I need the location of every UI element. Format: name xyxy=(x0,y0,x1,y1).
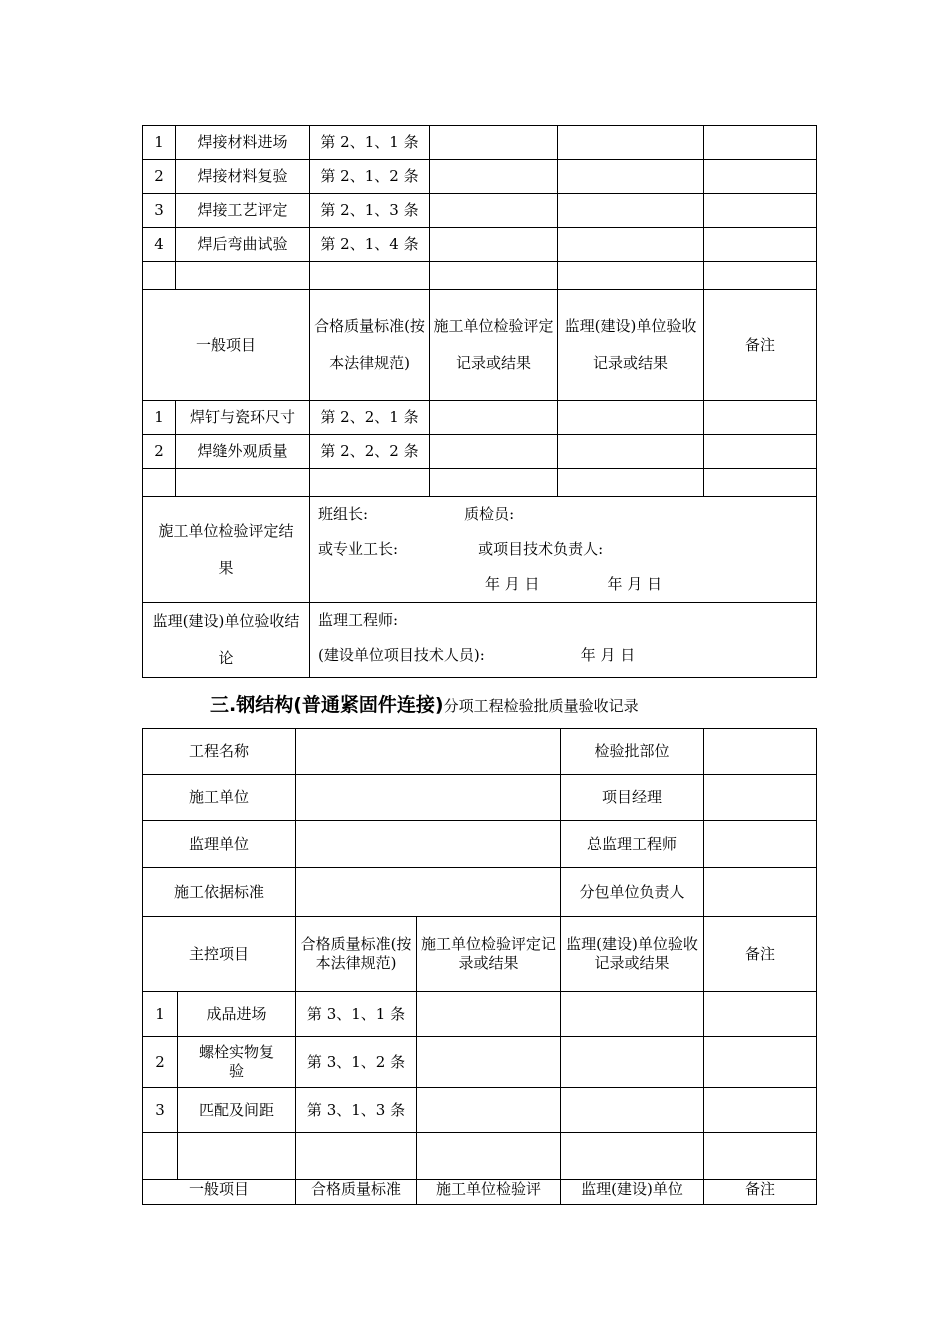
chief-supervisor-label: 总监理工程师 xyxy=(561,821,704,868)
remark-header: 备注 xyxy=(704,917,817,992)
empty-cell[interactable] xyxy=(176,469,310,497)
clause: 第 3、1、1 条 xyxy=(296,992,417,1037)
supervisor-conclusion-label: 监理(建设)单位验收结论 xyxy=(143,603,310,678)
table-row xyxy=(143,1088,817,1133)
standard-basis-label: 施工依据标准 xyxy=(143,868,296,917)
table-fastener-inspection xyxy=(142,728,817,1205)
contractor-header: 施工单位检验评 xyxy=(417,1180,561,1205)
empty-cell[interactable] xyxy=(558,262,704,290)
standard-header: 合格质量标准(按本法律规范) xyxy=(310,290,430,401)
empty-cell[interactable] xyxy=(704,1133,817,1180)
empty-cell[interactable] xyxy=(430,262,558,290)
empty-cell[interactable] xyxy=(176,262,310,290)
clause: 第 3、1、3 条 xyxy=(296,1088,417,1133)
batch-location-value[interactable] xyxy=(704,729,817,775)
empty-cell[interactable] xyxy=(143,1133,178,1180)
contractor-value[interactable] xyxy=(296,775,561,821)
remark-cell[interactable] xyxy=(704,228,817,262)
item-name: 焊接工艺评定 xyxy=(176,194,310,228)
table-row xyxy=(143,160,817,194)
row-number: 2 xyxy=(143,160,176,194)
item-name: 焊接材料复验 xyxy=(176,160,310,194)
contractor-result-row xyxy=(143,497,817,603)
empty-cell[interactable] xyxy=(704,469,817,497)
remark-cell[interactable] xyxy=(704,194,817,228)
tech-lead-label: 或项目技术负责人: xyxy=(478,540,604,558)
info-row xyxy=(143,775,817,821)
row-number: 2 xyxy=(143,1037,178,1088)
clause: 第 2、2、2 条 xyxy=(310,435,430,469)
sig-line-2 xyxy=(318,532,814,567)
main-items-header-row xyxy=(143,917,817,992)
supervisor-cell[interactable] xyxy=(558,126,704,160)
supervisor-header: 监理(建设)单位验收记录或结果 xyxy=(561,917,704,992)
sig-line-3 xyxy=(318,567,814,602)
empty-cell[interactable] xyxy=(310,262,430,290)
empty-cell[interactable] xyxy=(143,262,176,290)
supervisor-conclusion-row xyxy=(143,603,817,678)
contractor-header: 施工单位检验评定记录或结果 xyxy=(417,917,561,992)
team-leader-label: 班组长: xyxy=(318,505,369,523)
main-items-header: 主控项目 xyxy=(143,917,296,992)
standard-header: 合格质量标准 xyxy=(296,1180,417,1205)
clause: 第 2、1、4 条 xyxy=(310,228,430,262)
supervisor-cell[interactable] xyxy=(561,1037,704,1088)
clause: 第 3、1、2 条 xyxy=(296,1037,417,1088)
contractor-cell[interactable] xyxy=(430,401,558,435)
supervisor-header: 监理(建设)单位验收记录或结果 xyxy=(558,290,704,401)
item-name: 螺栓实物复验 xyxy=(178,1037,296,1088)
contractor-cell[interactable] xyxy=(430,194,558,228)
supervisor-unit-value[interactable] xyxy=(296,821,561,868)
row-number: 3 xyxy=(143,1088,178,1133)
section-title-bold: 三.钢结构(普通紧固件连接) xyxy=(210,694,444,716)
foreman-label: 或专业工长: xyxy=(318,540,399,558)
empty-cell[interactable] xyxy=(296,1133,417,1180)
contractor-result-label: 旎工单位检验评定结果 xyxy=(143,497,310,603)
clause: 第 2、2、1 条 xyxy=(310,401,430,435)
empty-cell[interactable] xyxy=(430,469,558,497)
contractor-cell[interactable] xyxy=(430,126,558,160)
contractor-cell[interactable] xyxy=(430,160,558,194)
remark-cell[interactable] xyxy=(704,401,817,435)
table-row xyxy=(143,401,817,435)
row-number: 4 xyxy=(143,228,176,262)
table-row-empty xyxy=(143,1133,817,1180)
remark-header: 备注 xyxy=(704,1180,817,1205)
inspector-label: 质检员: xyxy=(464,505,515,523)
item-name: 成品进场 xyxy=(178,992,296,1037)
empty-cell[interactable] xyxy=(558,469,704,497)
clause: 第 2、1、3 条 xyxy=(310,194,430,228)
section-title xyxy=(210,690,810,717)
owner-tech-label: (建设单位项目技术人员): xyxy=(318,646,485,664)
supervisor-signatures xyxy=(310,603,817,678)
table-row xyxy=(143,228,817,262)
chief-supervisor-value[interactable] xyxy=(704,821,817,868)
supervisor-cell[interactable] xyxy=(558,160,704,194)
subcontractor-label: 分包单位负责人 xyxy=(561,868,704,917)
item-name: 焊缝外观质量 xyxy=(176,435,310,469)
contractor-cell[interactable] xyxy=(417,1037,561,1088)
contractor-signatures xyxy=(310,497,817,603)
table-row-empty xyxy=(143,469,817,497)
project-manager-value[interactable] xyxy=(704,775,817,821)
date-2: 年 月 日 xyxy=(607,575,663,593)
item-name: 焊接材料进场 xyxy=(176,126,310,160)
standard-header: 合格质量标准(按本法律规范) xyxy=(296,917,417,992)
date-1: 年 月 日 xyxy=(485,575,540,593)
row-number: 2 xyxy=(143,435,176,469)
empty-cell[interactable] xyxy=(704,262,817,290)
supervisor-cell[interactable] xyxy=(558,401,704,435)
supervisor-cell[interactable] xyxy=(558,194,704,228)
contractor-cell[interactable] xyxy=(430,435,558,469)
supervisor-unit-label: 监理单位 xyxy=(143,821,296,868)
sig-line-engineer xyxy=(318,603,814,638)
standard-basis-value[interactable] xyxy=(296,868,561,917)
table-row-empty xyxy=(143,262,817,290)
project-name-label: 工程名称 xyxy=(143,729,296,775)
table-row xyxy=(143,992,817,1037)
project-name-value[interactable] xyxy=(296,729,561,775)
remark-header: 备注 xyxy=(704,290,817,401)
row-number: 1 xyxy=(143,401,176,435)
info-row xyxy=(143,821,817,868)
row-number: 1 xyxy=(143,992,178,1037)
supervisor-cell[interactable] xyxy=(558,228,704,262)
clause: 第 2、1、2 条 xyxy=(310,160,430,194)
clause: 第 2、1、1 条 xyxy=(310,126,430,160)
table-welding-inspection xyxy=(142,125,817,678)
contractor-cell[interactable] xyxy=(417,992,561,1037)
contractor-header: 施工单位检验评定记录或结果 xyxy=(430,290,558,401)
general-items-header-row xyxy=(143,290,817,401)
remark-cell[interactable] xyxy=(704,126,817,160)
item-name: 焊钉与瓷环尺寸 xyxy=(176,401,310,435)
subcontractor-value[interactable] xyxy=(704,868,817,917)
empty-cell[interactable] xyxy=(178,1133,296,1180)
general-items-header: 一般项目 xyxy=(143,290,310,401)
table-row xyxy=(143,194,817,228)
remark-cell[interactable] xyxy=(704,992,817,1037)
empty-cell[interactable] xyxy=(561,1133,704,1180)
conclusion-date: 年 月 日 xyxy=(580,646,636,664)
supervisor-header: 监理(建设)单位 xyxy=(561,1180,704,1205)
item-name: 焊后弯曲试验 xyxy=(176,228,310,262)
remark-cell[interactable] xyxy=(704,1037,817,1088)
table-row xyxy=(143,1037,817,1088)
empty-cell[interactable] xyxy=(143,469,176,497)
section-title-rest: 分项工程检验批质量验收记录 xyxy=(443,697,639,715)
supervisor-cell[interactable] xyxy=(561,992,704,1037)
remark-cell[interactable] xyxy=(704,1088,817,1133)
row-number: 3 xyxy=(143,194,176,228)
batch-location-label: 检验批部位 xyxy=(561,729,704,775)
sig-line-owner xyxy=(318,638,814,673)
info-row xyxy=(143,868,817,917)
supervisor-cell[interactable] xyxy=(558,435,704,469)
contractor-cell[interactable] xyxy=(430,228,558,262)
project-manager-label: 项目经理 xyxy=(561,775,704,821)
info-row xyxy=(143,729,817,775)
engineer-label: 监理工程师: xyxy=(318,611,399,629)
contractor-cell[interactable] xyxy=(417,1088,561,1133)
remark-cell[interactable] xyxy=(704,160,817,194)
general-items-header-row xyxy=(143,1180,817,1205)
row-number: 1 xyxy=(143,126,176,160)
item-name: 匹配及间距 xyxy=(178,1088,296,1133)
sig-line-1 xyxy=(318,497,814,532)
table-row xyxy=(143,126,817,160)
general-items-header: 一般项目 xyxy=(143,1180,296,1205)
empty-cell[interactable] xyxy=(417,1133,561,1180)
supervisor-cell[interactable] xyxy=(561,1088,704,1133)
contractor-label: 施工单位 xyxy=(143,775,296,821)
table-row xyxy=(143,435,817,469)
remark-cell[interactable] xyxy=(704,435,817,469)
empty-cell[interactable] xyxy=(310,469,430,497)
